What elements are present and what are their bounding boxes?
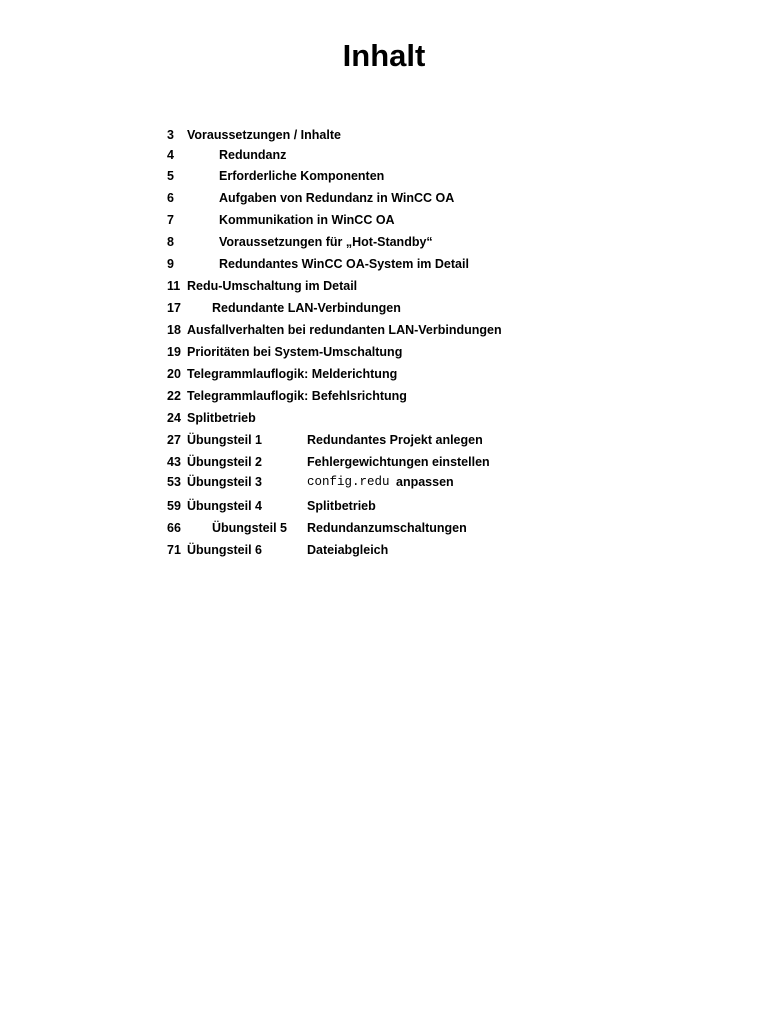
- toc-page-number: 19: [167, 345, 181, 359]
- toc-entry-title: anpassen: [396, 475, 454, 489]
- toc-page-number: 3: [167, 128, 174, 142]
- toc-page-number: 71: [167, 543, 181, 557]
- toc-entry-title: Splitbetrieb: [307, 499, 376, 513]
- toc-entry-title: Redundantes Projekt anlegen: [307, 433, 483, 447]
- toc-entry-title: Aufgaben von Redundanz in WinCC OA: [219, 191, 455, 205]
- toc-exercise-label: Übungsteil 5: [212, 521, 288, 535]
- toc-page-number: 8: [167, 235, 174, 249]
- toc-page-number: 27: [167, 433, 181, 447]
- toc-page-number: 4: [167, 148, 174, 162]
- toc-entry-title: Splitbetrieb: [187, 411, 256, 425]
- toc-entry-title: Redundanz: [219, 148, 287, 162]
- toc-page-number: 43: [167, 455, 181, 469]
- toc-page-number: 7: [167, 213, 174, 227]
- toc-page-number: 53: [167, 475, 181, 489]
- toc-entry-title: Redundanzumschaltungen: [307, 521, 467, 535]
- toc-exercise-label: Übungsteil 4: [187, 499, 263, 513]
- toc-code-filename: config.redu: [307, 475, 390, 489]
- toc-entry-title: Fehlergewichtungen einstellen: [307, 455, 490, 469]
- toc-page-number: 9: [167, 257, 174, 271]
- toc-exercise-label: Übungsteil 1: [187, 433, 263, 447]
- toc-entry-title: Kommunikation in WinCC OA: [219, 213, 395, 227]
- toc-entry-title: Voraussetzungen für „Hot-Standby“: [219, 235, 433, 249]
- toc-entry-title: Redundantes WinCC OA-System im Detail: [219, 257, 469, 271]
- toc-exercise-label: Übungsteil 6: [187, 543, 263, 557]
- toc-exercise-label: Übungsteil 2: [187, 455, 263, 469]
- toc-entry-title: Prioritäten bei System-Umschaltung: [187, 345, 403, 359]
- toc-page-number: 6: [167, 191, 174, 205]
- page-title: Inhalt: [342, 38, 426, 73]
- toc-exercise-label: Übungsteil 3: [187, 475, 263, 489]
- toc-page-number: 20: [167, 367, 181, 381]
- toc-entry-title: Dateiabgleich: [307, 543, 389, 557]
- toc-entry-title: Ausfallverhalten bei redundanten LAN-Verbindungen: [187, 323, 502, 337]
- toc-page-number: 59: [167, 499, 181, 513]
- toc-page-number: 66: [167, 521, 181, 535]
- toc-page-number: 17: [167, 301, 181, 315]
- toc-entry-title: Telegrammlauflogik: Melderichtung: [187, 367, 398, 381]
- toc-entry-title: Erforderliche Komponenten: [219, 169, 385, 183]
- toc-entry-title: Voraussetzungen / Inhalte: [187, 128, 341, 142]
- toc-entry-title: Telegrammlauflogik: Befehlsrichtung: [187, 389, 407, 403]
- toc-page-number: 18: [167, 323, 181, 337]
- toc-page-number: 5: [167, 169, 174, 183]
- toc-entry-title: Redu-Umschaltung im Detail: [187, 279, 358, 293]
- toc-entry-title: Redundante LAN-Verbindungen: [212, 301, 401, 315]
- toc-page-number: 11: [167, 279, 181, 293]
- toc-page-number: 24: [167, 411, 181, 425]
- toc-page-number: 22: [167, 389, 181, 403]
